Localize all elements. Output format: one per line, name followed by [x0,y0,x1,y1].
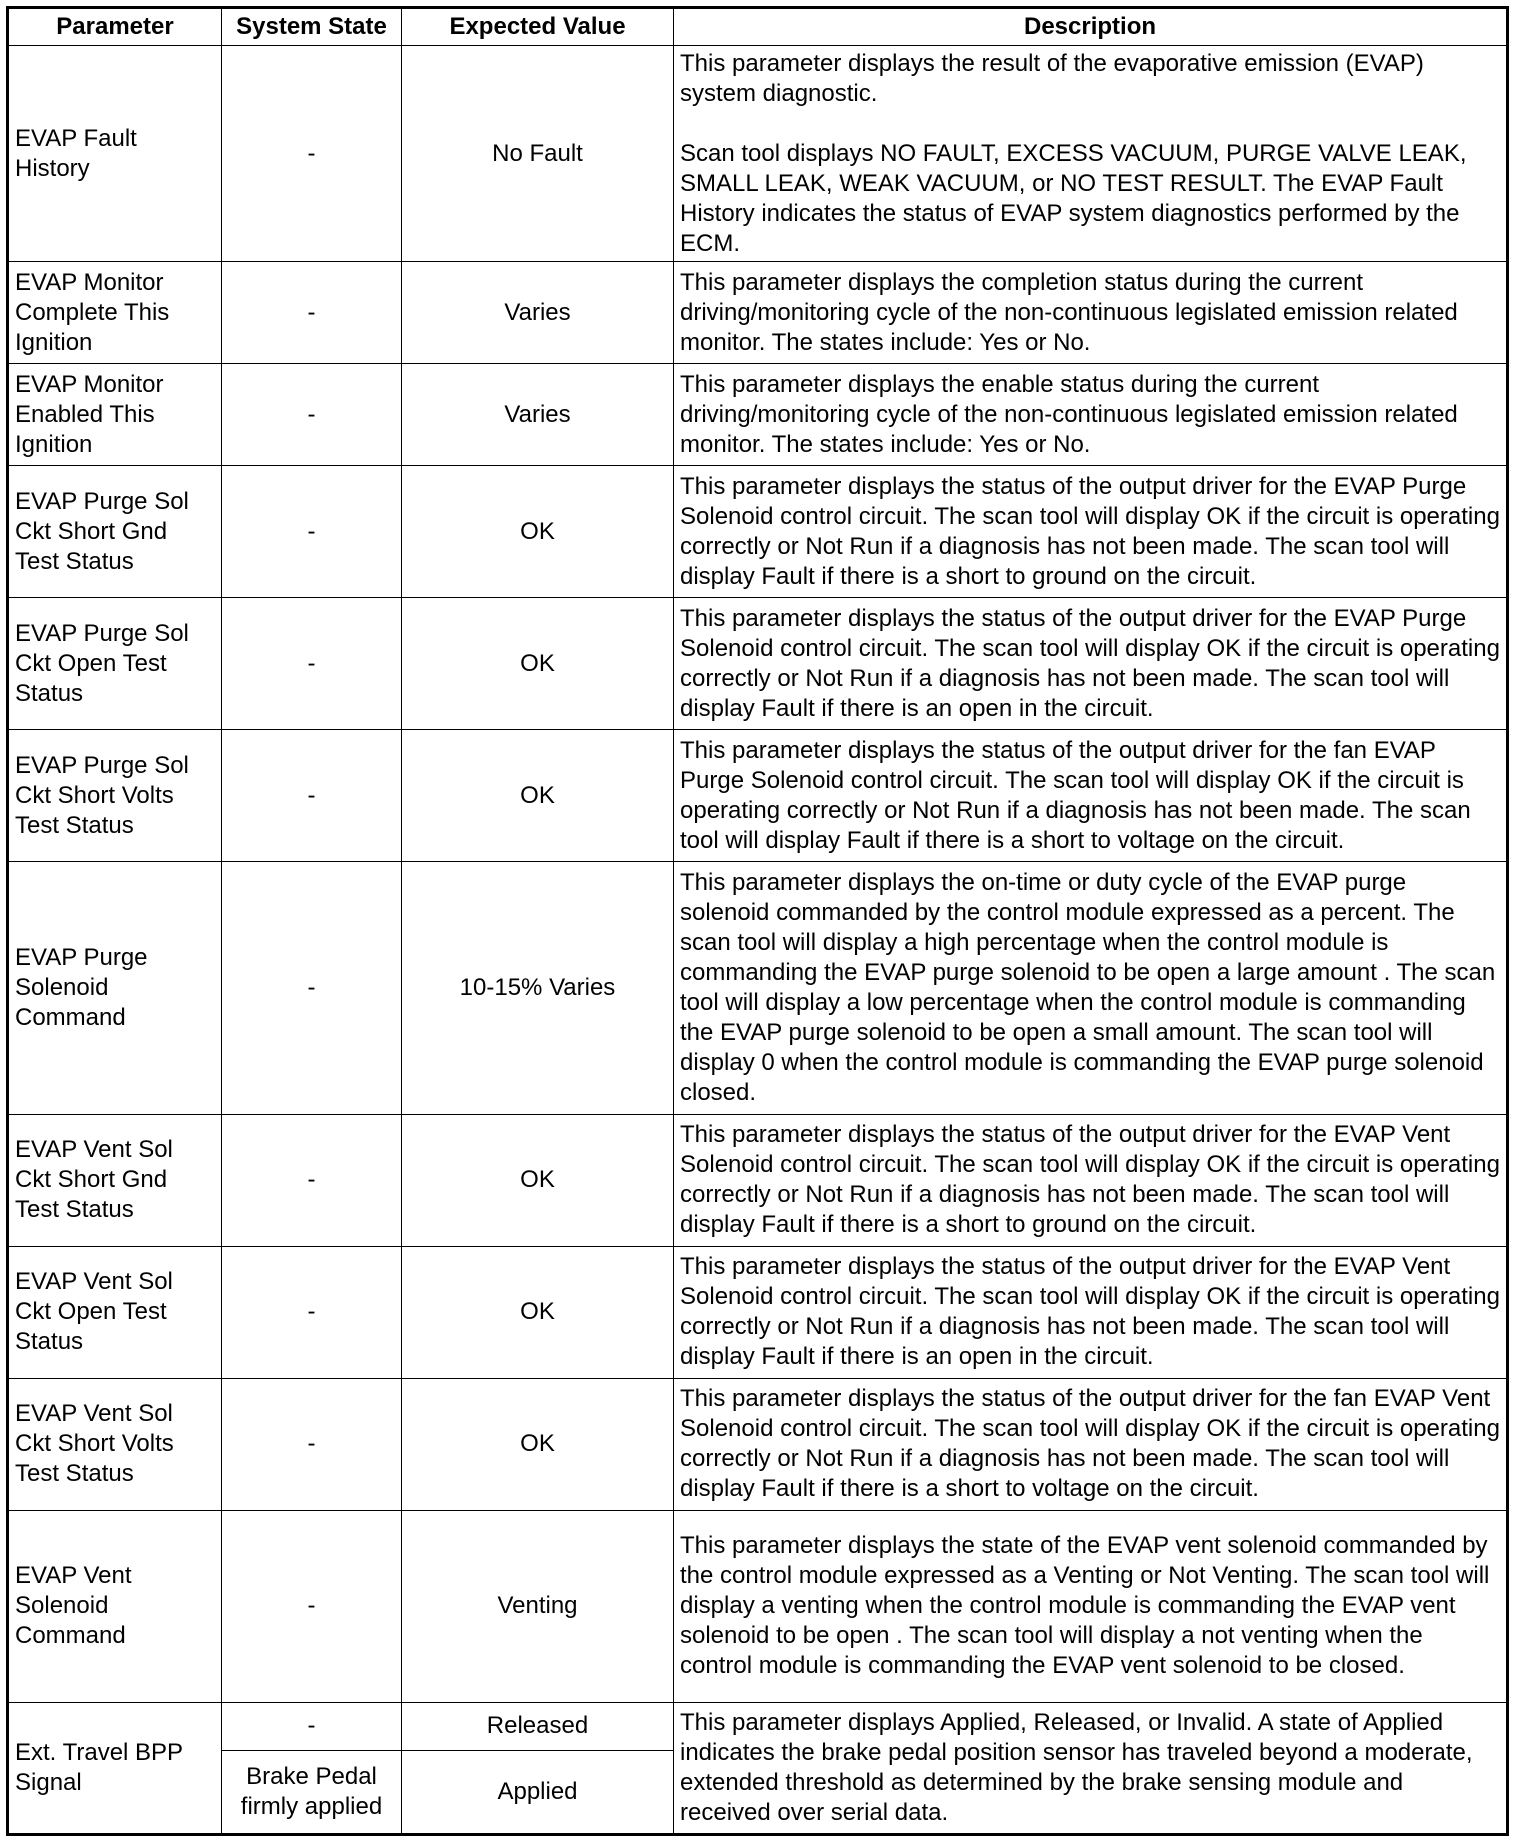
description-cell: This parameter displays the status of the output driver for the EVAP Purge Solenoid control circuit. The scan tool will display OK if the circuit is operating correctly or Not Run if a diagnosis has not been made. The scan tool will display Fault if there is a short to ground on the circuit. [674,466,1508,598]
header-description: Description [674,8,1508,46]
description-cell: This parameter displays Applied, Released, or Invalid. A state of Applied indicates the brake pedal position sensor has traveled beyond a moderate, extended threshold as determined by the brake sensing module and received over serial data. [674,1702,1508,1834]
parameter-cell: EVAP Purge Solenoid Command [8,862,222,1114]
description-cell: This parameter displays the state of the EVAP vent solenoid commanded by the control module expressed as a Venting or Not Venting. The scan tool will display a venting when the control module is commanding the EVAP vent solenoid to be open . The scan tool will display a not venting when the control module is commanding the EVAP vent solenoid to be closed. [674,1510,1508,1702]
description-paragraph: This parameter displays the result of the evaporative emission (EVAP) system diagnostic. [680,49,1424,107]
parameter-cell: EVAP Vent Sol Ckt Short Gnd Test Status [8,1114,222,1246]
table-row [8,1702,1508,1750]
parameter-cell: EVAP Vent Solenoid Command [8,1510,222,1702]
table-row [8,364,1508,466]
system-state-cell: - [222,862,402,1114]
table-row [8,466,1508,598]
header-expected-value: Expected Value [402,8,674,46]
expected-value-cell: Applied [402,1750,674,1834]
system-state-cell: - [222,1510,402,1702]
description-cell [674,46,1508,262]
parameter-cell: EVAP Fault History [8,46,222,262]
description-cell: This parameter displays the status of the output driver for the fan EVAP Purge Solenoid control circuit. The scan tool will display OK if the circuit is operating correctly or Not Run if a diagnosis has not been made. The scan tool will display Fault if there is a short to voltage on the circuit. [674,730,1508,862]
expected-value-cell: Venting [402,1510,674,1702]
description-cell: This parameter displays the enable status during the current driving/monitoring cycle of the non-continuous legislated emission related monitor. The states include: Yes or No. [674,364,1508,466]
table-row [8,862,1508,1114]
description-cell: This parameter displays the on-time or duty cycle of the EVAP purge solenoid commanded by the control module expressed as a percent. The scan tool will display a high percentage when the control module is commanding the EVAP purge solenoid to be open a large amount . The scan tool will display a low percentage when the control module is commanding the EVAP purge solenoid to be open a small amount. The scan tool will display 0 when the control module is commanding the EVAP purge solenoid closed. [674,862,1508,1114]
expected-value-cell: OK [402,598,674,730]
system-state-cell: - [222,46,402,262]
system-state-cell: Brake Pedal firmly applied [222,1750,402,1834]
table-row [8,46,1508,262]
system-state-cell: - [222,1378,402,1510]
system-state-cell: - [222,1702,402,1750]
system-state-cell: - [222,364,402,466]
system-state-cell: - [222,466,402,598]
table-row [8,1378,1508,1510]
expected-value-cell: OK [402,466,674,598]
parameter-cell: EVAP Vent Sol Ckt Open Test Status [8,1246,222,1378]
parameter-cell: EVAP Purge Sol Ckt Open Test Status [8,598,222,730]
header-system-state: System State [222,8,402,46]
table-row [8,730,1508,862]
table-row [8,1246,1508,1378]
header-row [8,8,1508,46]
description-cell: This parameter displays the status of the output driver for the fan EVAP Vent Solenoid control circuit. The scan tool will display OK if the circuit is operating correctly or Not Run if a diagnosis has not been made. The scan tool will display Fault if there is a short to voltage on the circuit. [674,1378,1508,1510]
description-cell: This parameter displays the status of the output driver for the EVAP Vent Solenoid control circuit. The scan tool will display OK if the circuit is operating correctly or Not Run if a diagnosis has not been made. The scan tool will display Fault if there is a short to ground on the circuit. [674,1114,1508,1246]
system-state-cell: - [222,1246,402,1378]
parameter-cell: EVAP Purge Sol Ckt Short Gnd Test Status [8,466,222,598]
parameter-table [6,6,1509,1836]
header-parameter: Parameter [8,8,222,46]
expected-value-cell: Released [402,1702,674,1750]
expected-value-cell: Varies [402,364,674,466]
expected-value-cell: No Fault [402,46,674,262]
expected-value-cell: Varies [402,262,674,364]
table-row [8,262,1508,364]
description-cell: This parameter displays the status of the output driver for the EVAP Vent Solenoid control circuit. The scan tool will display OK if the circuit is operating correctly or Not Run if a diagnosis has not been made. The scan tool will display Fault if there is an open in the circuit. [674,1246,1508,1378]
system-state-cell: - [222,262,402,364]
parameter-cell: EVAP Vent Sol Ckt Short Volts Test Status [8,1378,222,1510]
expected-value-cell: OK [402,1246,674,1378]
description-paragraph: Scan tool displays NO FAULT, EXCESS VACUUM, PURGE VALVE LEAK, SMALL LEAK, WEAK VACUUM, or NO TEST RESULT. The EVAP Fault History indicates the status of EVAP system diagnostics performed by the ECM. [680,139,1467,257]
system-state-cell: - [222,730,402,862]
table-row [8,598,1508,730]
expected-value-cell: OK [402,730,674,862]
parameter-cell: EVAP Monitor Complete This Ignition [8,262,222,364]
expected-value-cell: 10-15% Varies [402,862,674,1114]
parameter-cell: Ext. Travel BPP Signal [8,1702,222,1834]
expected-value-cell: OK [402,1378,674,1510]
parameter-cell: EVAP Purge Sol Ckt Short Volts Test Status [8,730,222,862]
description-cell: This parameter displays the completion status during the current driving/monitoring cycle of the non-continuous legislated emission related monitor. The states include: Yes or No. [674,262,1508,364]
parameter-cell: EVAP Monitor Enabled This Ignition [8,364,222,466]
table-row [8,1114,1508,1246]
system-state-cell: - [222,598,402,730]
expected-value-cell: OK [402,1114,674,1246]
description-cell: This parameter displays the status of the output driver for the EVAP Purge Solenoid control circuit. The scan tool will display OK if the circuit is operating correctly or Not Run if a diagnosis has not been made. The scan tool will display Fault if there is an open in the circuit. [674,598,1508,730]
system-state-cell: - [222,1114,402,1246]
table-row [8,1510,1508,1702]
